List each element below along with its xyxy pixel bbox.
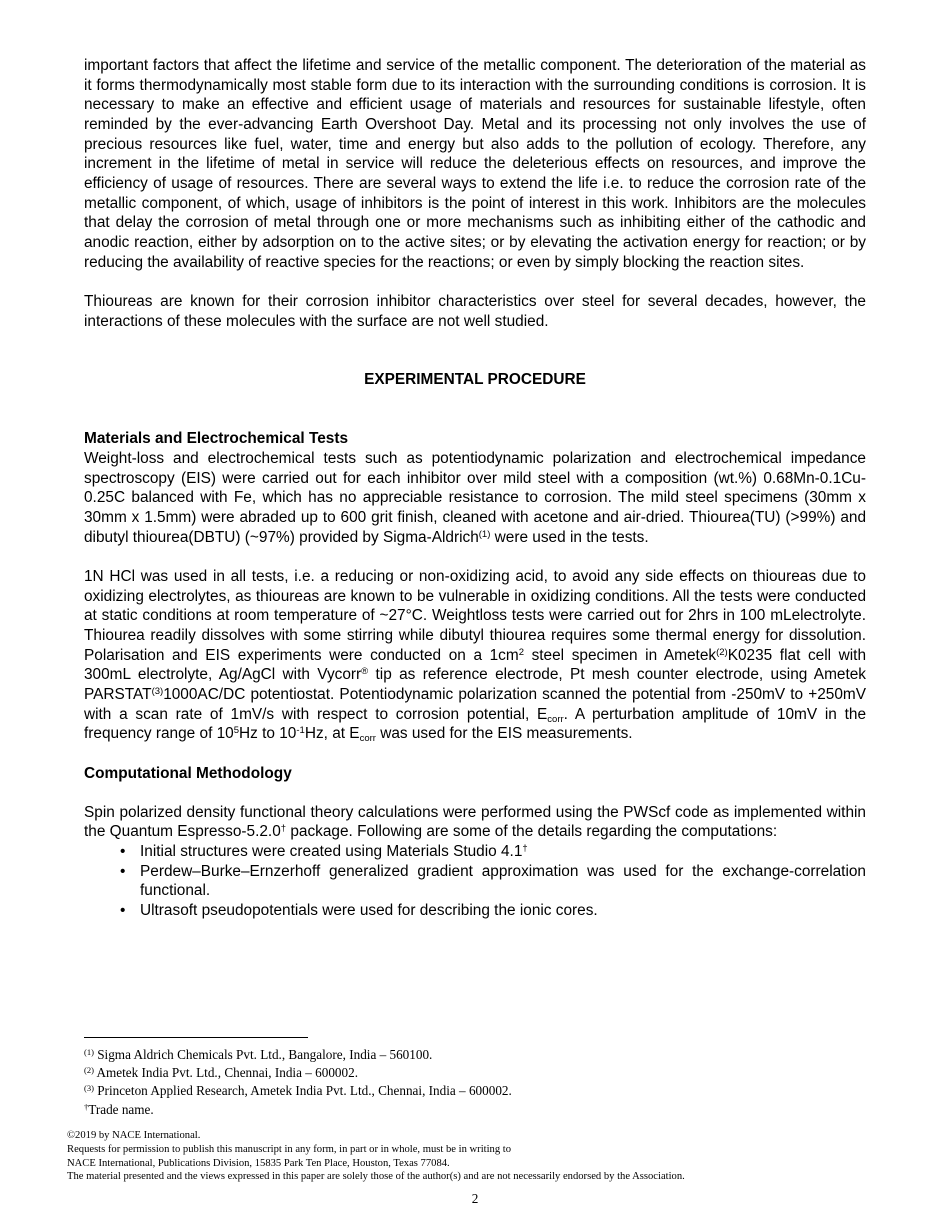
list-item: • Perdew–Burke–Ernzerhoff generalized gradient approximation was used for the exchange-correlation functional. <box>120 862 866 900</box>
footnote-ref-3: (3) <box>151 685 164 697</box>
computational-paragraph: Spin polarized density functional theory calculations were performed using the PWScf code as implemented within the Quantum Espresso-5.2.0† package. Following are some of the details regarding the computations: <box>84 803 866 841</box>
footnote-3: $^{(3)}$ Princeton Applied Research, Ametek India Pvt. Ltd., Chennai, India – 600002. <box>84 1083 512 1099</box>
page-body <box>84 56 866 921</box>
page-number: 2 <box>471 1191 479 1206</box>
list-item: • Initial structures were created using Materials Studio 4.1† <box>120 843 528 861</box>
subsection-heading-computational: Computational Methodology <box>84 764 292 782</box>
bullet-icon: • <box>120 902 126 920</box>
materials-paragraph-1: Weight-loss and electrochemical tests such as potentiodynamic polarization and electrochemical impedance spectroscopy (EIS) were carried out for each inhibitor over mild steel with a composition (wt.%) 0.68Mn-0.1Cu-0.25C balanced with Fe, which has no appreciable resistance to corrosion. The mild steel specimens (30mm x 30mm x 1.5mm) were abraded up to 600 grit finish, cleaned with acetone and air-dried. Thiourea(TU) (>99%) and dibutyl thiourea(DBTU) (~97%) provided by Sigma-Aldrich$^{(1)}$ were used in the tests. <box>84 450 866 546</box>
footnotes <box>84 1046 866 1119</box>
bullet-icon: • <box>120 862 126 880</box>
intro-paragraph-1: important factors that affect the lifetime and service of the metallic component. The deterioration of the material as it forms thermodynamically most stable form due to its interaction with the surrounding conditions is corrosion. It is necessary to make an effective and efficient usage of materials and resources for sustainable lifestyle, often reminded by the ever-advancing Earth Overshoot Day. Metal and its processing not only involves the use of precious resources like fuel, water, time and energy but also adds to the pollution of ecology. Therefore, any increment in the lifetime of metal in service will reduce the deleterious effects on resources, and improve the efficiency of usage of resources. There are several ways to extend the life i.e. to reduce the corrosion rate of the metallic component, of which, usage of inhibitors is the point of interest in this work. Inhibitors are the molecules that delay the corrosion of metal through one or more mechanisms such as inhibiting either of the cathodic and anodic reaction, either by adsorption on to the active sites; or by elevating the activation energy for reaction; or by reducing the availability of reactive species for the reactions; or even by simply blocking the reaction sites. <box>84 57 866 271</box>
intro-paragraph-2: Thioureas are known for their corrosion inhibitor characteristics over steel for several decades, however, the interactions of these molecules with the surface are not well studied. <box>84 292 866 330</box>
footnote-ref-1: (1) <box>478 528 491 540</box>
bullet-icon: • <box>120 843 126 861</box>
computation-details-list <box>84 842 866 921</box>
footnote-divider <box>84 1037 308 1038</box>
subsection-heading-materials: Materials and Electrochemical Tests <box>84 430 349 448</box>
footnote-ref-2: (2) <box>716 646 728 658</box>
footnote-1: $^{(1)}$ Sigma Aldrich Chemicals Pvt. Ltd., Bangalore, India – 560100. <box>84 1047 433 1062</box>
footnote-trade-name: †Trade name. <box>84 1101 154 1117</box>
copyright-notice: ©2019 by NACE International. Requests for permission to publish this manuscript in any form, in part or in whole, must be in writing to NACE International, Publications Division, 15835 Park Ten Place, Houston, Texas 77084. The material presented and the views expressed in this paper are solely those of the author(s) and are not necessarily endorsed by the Association. <box>67 1130 685 1183</box>
materials-paragraph-2: 1N HCl was used in all tests, i.e. a reducing or non-oxidizing acid, to avoid any side effects on thioureas due to oxidizing electrolytes, as thioureas are known to be vulnerable in oxidizing conditions. All the tests were conducted at static conditions at room temperature of ~27°C. Weightloss tests were carried out for 2hrs in 100 mLelectrolyte. Thiourea readily dissolves with some stirring while dibutyl thiourea requires some thermal energy for dissolution. Polarisation and EIS experiments were conducted on a $1cm^2$ steel specimen in Ametek$^{(2)}$K0235 flat cell with 300mL electrolyte, Ag/AgCl with Vycorr® tip as reference electrode, Pt mesh counter electrode, using Ametek PARSTAT$^{(3)}$1000AC/DC potentiostat. Potentiodynamic polarization scanned the potential from -250mV to +250mV with a scan rate of 1mV/s with respect to corrosion potential, $E_{corr}$. A perturbation amplitude of 10mV in the frequency range of $10^5Hz$ to $10^{-1}Hz$, at $E_{corr}$ was used for the EIS measurements. <box>84 567 867 745</box>
list-item: • Ultrasoft pseudopotentials were used for describing the ionic cores. <box>120 902 598 920</box>
footnote-2: $^{(2)}$ Ametek India Pvt. Ltd., Chennai, India – 600002. <box>84 1065 358 1081</box>
section-heading-experimental: EXPERIMENTAL PROCEDURE <box>364 371 586 389</box>
